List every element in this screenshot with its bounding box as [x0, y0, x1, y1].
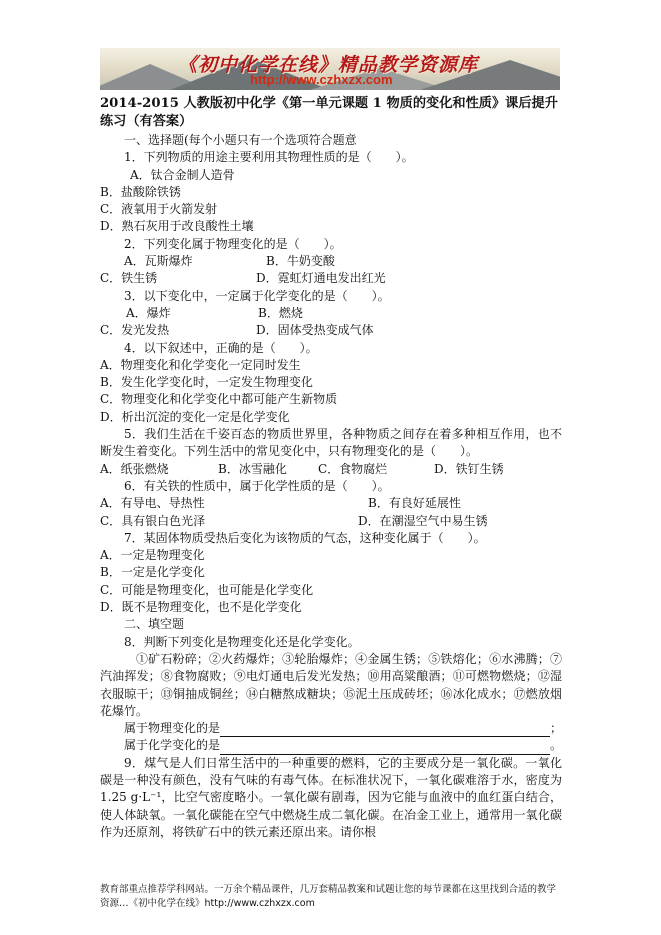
option-b: B．牛奶变酸 — [266, 254, 335, 269]
option-b: B．一定是化学变化 — [100, 565, 205, 580]
option-row — [100, 322, 562, 339]
option-a: A．爆炸 — [126, 305, 171, 320]
section-heading: 二、填空题 — [124, 617, 185, 632]
option-d: D．既不是物理变化，也不是化学变化 — [100, 600, 302, 615]
option-b: B．燃烧 — [258, 305, 303, 320]
option-c: C．食物腐烂 — [318, 461, 388, 476]
option-b: B．有良好延展性 — [368, 496, 461, 511]
option-c: C．可能是物理变化，也可能是化学变化 — [100, 582, 314, 597]
option-a: A．有导电、导热性 — [100, 496, 205, 511]
question-stem: 1．下列物质的用途主要利用其物理性质的是（ ）。 — [124, 150, 414, 165]
option-d: D．析出沉淀的变化一定是化学变化 — [100, 409, 290, 424]
option-row — [100, 305, 562, 322]
question-stem: 8．判断下列变化是物理变化还是化学变化。 — [124, 634, 360, 649]
answer-end: 。 — [550, 738, 563, 753]
document-title: 2014-2015 人教版初中化学《第一单元课题 1 物质的变化和性质》课后提升练习（有答案） — [100, 96, 558, 129]
question-stem: 2．下列变化属于物理变化的是（ ）。 — [124, 236, 342, 251]
question-items: ①矿石粉碎；②火药爆炸；③轮胎爆炸；④金属生锈；⑤铁熔化；⑥水沸腾；⑦汽油挥发；⑧食物腐败；⑨电灯通电后发光发热；⑩用高粱酿酒；⑪可燃物燃烧；⑫湿衣服晾干；⑬铜抽成铜丝；⑭白糖熬成糖块；⑮泥土压成砖坯；⑯冰化成水；⑰燃放烟花爆竹。 — [100, 651, 562, 718]
question-stem: 3．以下变化中，一定属于化学变化的是（ ）。 — [124, 288, 390, 303]
answer-line-physical — [100, 720, 562, 737]
header-banner — [100, 48, 560, 90]
answer-blank[interactable] — [220, 741, 550, 755]
option-c: C．具有银白色光泽 — [100, 513, 206, 528]
option-c: C．物理变化和化学变化中都可能产生新物质 — [100, 392, 338, 407]
question-stem: 6．有关铁的性质中，属于化学性质的是（ ）。 — [124, 478, 390, 493]
question-stem: 7．某固体物质受热后变化为该物质的气态，这种变化属于（ ）。 — [124, 530, 486, 545]
option-a: A．钛合金制人造骨 — [130, 167, 235, 182]
option-row — [100, 461, 562, 478]
option-d: D．铁钉生锈 — [434, 461, 504, 476]
option-b: B．冰雪融化 — [218, 461, 287, 476]
question-stem: 4．以下叙述中，正确的是（ ）。 — [124, 340, 318, 355]
option-b: B．盐酸除铁锈 — [100, 184, 181, 199]
option-a: A．一定是物理变化 — [100, 548, 205, 563]
banner-url-link[interactable]: http://www.czhxzx.com — [250, 72, 393, 87]
answer-label: 属于化学变化的是 — [124, 738, 221, 753]
page-footer: 教育部重点推荐学科网站。一万余个精品课件，几万套精品教案和试题让您的每节课都在这里找到合适的教学资源…《初中化学在线》http://www.czhxzx.com — [100, 884, 557, 909]
option-row — [100, 253, 562, 270]
question-passage: 9．煤气是人们日常生活中的一种重要的燃料，它的主要成分是一氧化碳。一氧化碳是一种没有颜色，没有气味的有毒气体。在标准状况下，一氧化碳难溶于水，密度为 1.25 g·L⁻¹，比空气密度略小。一氧化碳有剧毒，因为它能与血液中的血红蛋白结合，使人体缺氧。一氧化碳能在空气中燃烧生成二氧化碳。在冶金工业上，通常用一氧化碳作为还原剂，将铁矿石中的铁元素还原出来。请你根 — [100, 755, 562, 839]
question-stem: 5．我们生活在千姿百态的物质世界里，各种物质之间存在着多种相互作用，也不断发生着变化。下列生活中的常见变化中，只有物理变化的是（ ）。 — [100, 427, 562, 459]
option-row — [100, 513, 562, 530]
answer-blank[interactable] — [220, 723, 550, 737]
option-a: A．纸张燃烧 — [100, 461, 169, 476]
answer-end: ； — [550, 721, 563, 736]
document-body — [100, 95, 562, 841]
answer-line-chemical — [100, 737, 562, 754]
option-c: C．液氧用于火箭发射 — [100, 202, 218, 217]
option-d: D．熟石灰用于改良酸性土壤 — [100, 219, 254, 234]
option-row — [100, 270, 562, 287]
option-row — [100, 495, 562, 512]
option-d: D．在潮湿空气中易生锈 — [358, 513, 488, 528]
banner-title: 《初中化学在线》精品教学资源库 — [178, 54, 479, 76]
answer-label: 属于物理变化的是 — [124, 721, 221, 736]
option-c: C．铁生锈 — [100, 271, 158, 286]
option-a: A．瓦斯爆炸 — [124, 254, 193, 269]
option-d: D．固体受热变成气体 — [256, 323, 374, 338]
option-b: B．发生化学变化时，一定发生物理变化 — [100, 375, 313, 390]
option-d: D．霓虹灯通电发出红光 — [256, 271, 386, 286]
option-c: C．发光发热 — [100, 323, 170, 338]
section-heading: 一、选择题(每个小题只有一个选项符合题意 — [124, 133, 357, 147]
option-a: A．物理变化和化学变化一定同时发生 — [100, 357, 301, 372]
